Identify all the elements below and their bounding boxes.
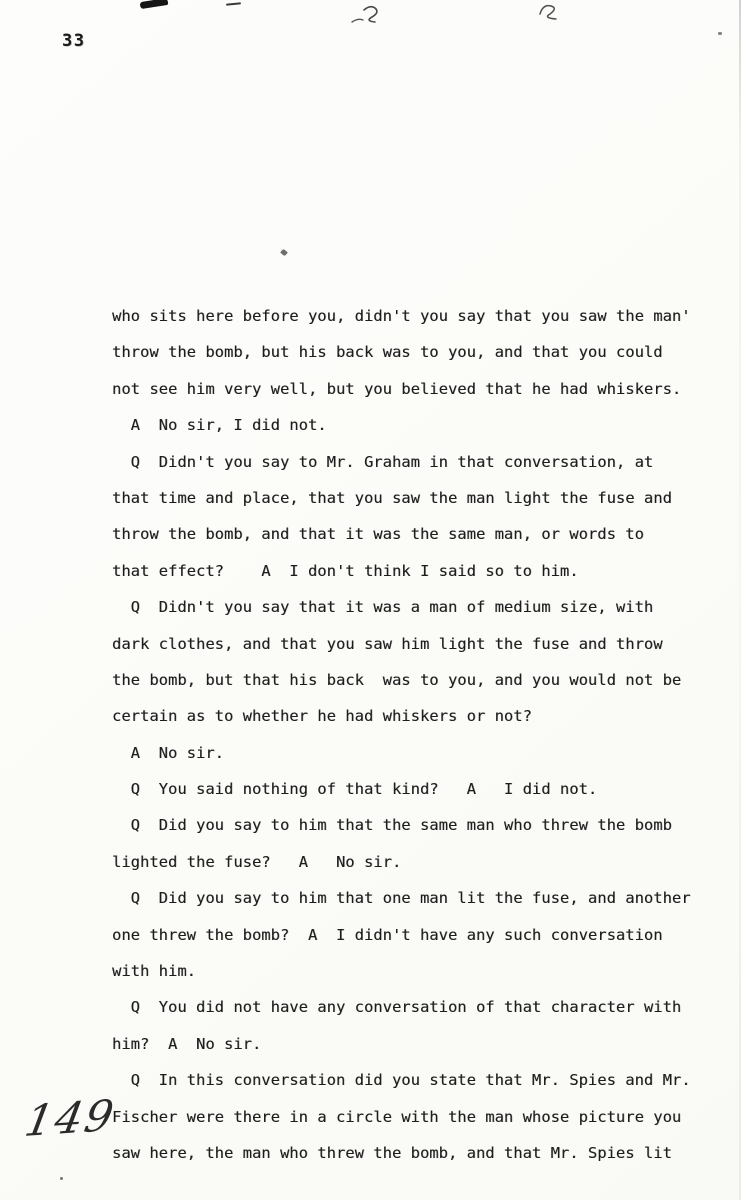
ink-speck-icon xyxy=(280,249,288,257)
transcript-line: Q You did not have any conversation of that character with xyxy=(112,998,682,1017)
ink-speck-icon xyxy=(60,1177,63,1180)
handwritten-page-number: 149 xyxy=(20,1090,120,1148)
ink-scribble-icon xyxy=(350,4,384,26)
transcript-line: Q In this conversation did you state that Mr. Spies and Mr. xyxy=(112,1071,691,1090)
ink-scribble-icon xyxy=(536,2,560,21)
transcript-line: the bomb, but that his back was to you, and you would not be xyxy=(112,670,682,689)
transcript-line: with him. xyxy=(112,962,196,981)
transcript-line: that effect? A I don't think I said so to him. xyxy=(112,561,579,580)
transcript-line: Q Didn't you say that it was a man of medium size, with xyxy=(112,598,654,617)
transcript-line: certain as to whether he had whiskers or not? xyxy=(112,707,532,726)
transcript-line: Q Did you say to him that the same man who threw the bomb xyxy=(112,816,672,835)
transcript-line: throw the bomb, and that it was the same man, or words to xyxy=(112,525,644,544)
transcript-line: dark clothes, and that you saw him light the fuse and throw xyxy=(112,634,663,653)
transcript-line: him? A No sir. xyxy=(112,1034,262,1053)
transcript-line: Q Didn't you say to Mr. Graham in that conversation, at xyxy=(112,452,654,471)
transcript-line: saw here, the man who threw the bomb, and that Mr. Spies lit xyxy=(112,1143,672,1162)
page-number: 33 xyxy=(62,31,86,51)
ink-speck-icon xyxy=(718,32,722,35)
transcript-line: that time and place, that you saw the man light the fuse and xyxy=(112,488,672,507)
transcript-line: Fischer were there in a circle with the man whose picture you xyxy=(112,1107,682,1126)
transcript-line: throw the bomb, but his back was to you, and that you could xyxy=(112,343,663,362)
ink-smudge-icon xyxy=(140,0,169,9)
transcript-body xyxy=(112,298,727,1171)
transcript-line: one threw the bomb? A I didn't have any such conversation xyxy=(112,925,663,944)
transcript-line: who sits here before you, didn't you say that you saw the man' xyxy=(112,307,691,325)
transcript-line: Q Did you say to him that one man lit the fuse, and another xyxy=(112,889,691,908)
transcript-line: A No sir, I did not. xyxy=(112,416,327,435)
transcript-line: Q You said nothing of that kind? A I did not. xyxy=(112,780,598,799)
transcript-line: not see him very well, but you believed that he had whiskers. xyxy=(112,379,682,398)
transcript-line: lighted the fuse? A No sir. xyxy=(112,852,402,871)
ink-smudge-icon xyxy=(226,2,241,6)
transcript-line: A No sir. xyxy=(112,743,224,762)
